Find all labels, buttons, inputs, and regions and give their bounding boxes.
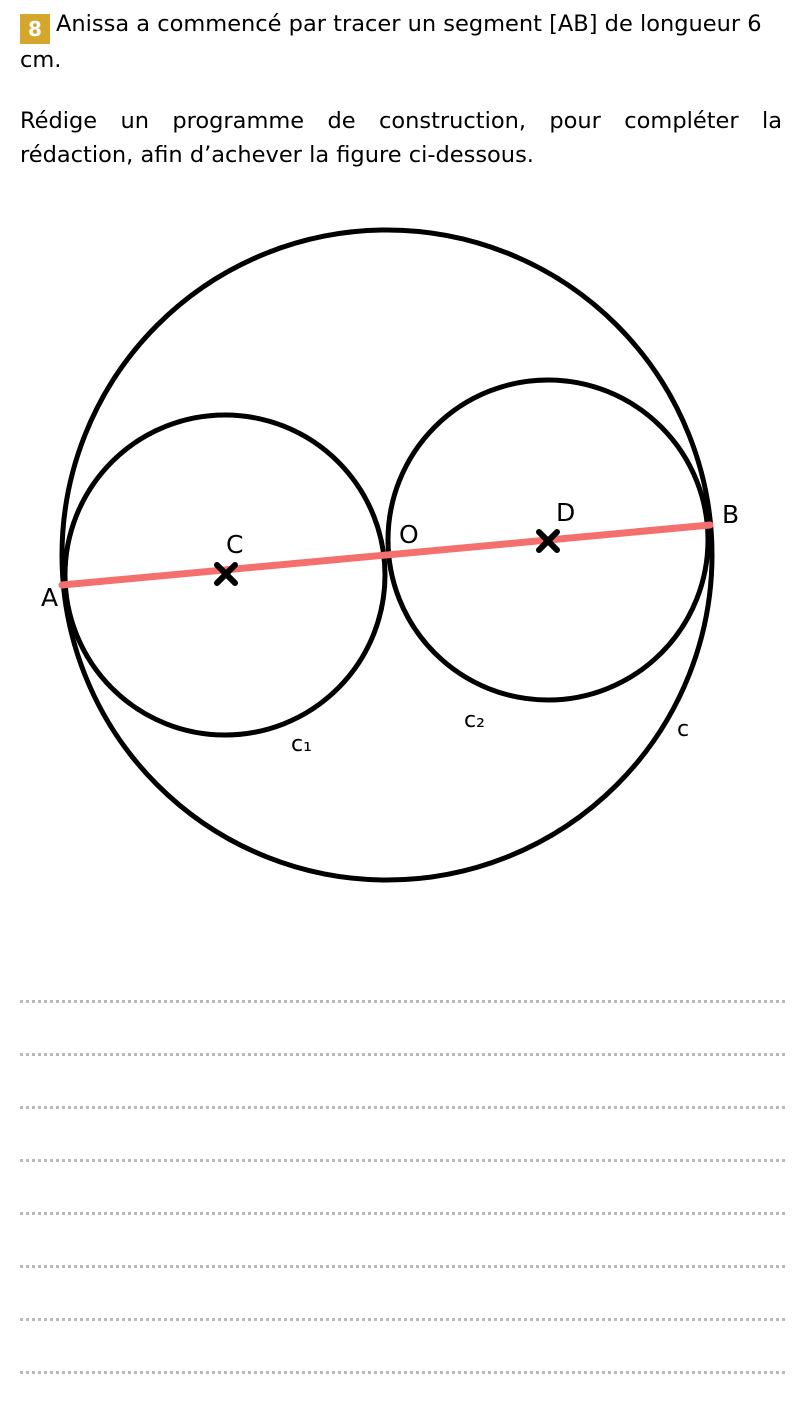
geometry-figure <box>0 215 803 905</box>
answer-line[interactable] <box>20 1215 785 1268</box>
label-b: B <box>722 500 740 529</box>
answer-line[interactable] <box>20 1056 785 1109</box>
exercise-header <box>20 8 785 77</box>
answer-lines <box>20 950 785 1374</box>
answer-line[interactable] <box>20 1003 785 1056</box>
answer-line[interactable] <box>20 950 785 1003</box>
exercise-statement: Anissa a commencé par tracer un segment [AB] de longueur 6 cm. <box>20 11 762 73</box>
label-c1: c₁ <box>291 732 312 757</box>
answer-line[interactable] <box>20 1162 785 1215</box>
exercise-instruction: Rédige un programme de construction, pour compléter la rédaction, afin d’achever la figure ci-dessous. <box>20 108 782 168</box>
label-c-point: C <box>226 530 244 559</box>
label-c2: c₂ <box>464 708 485 733</box>
label-a: A <box>41 583 59 612</box>
exercise-number-badge: 8 <box>20 14 50 44</box>
label-c-circle: c <box>677 717 690 742</box>
answer-line[interactable] <box>20 1321 785 1374</box>
label-d-point: D <box>556 498 576 527</box>
label-o: O <box>399 520 419 549</box>
answer-line[interactable] <box>20 1109 785 1162</box>
answer-line[interactable] <box>20 1268 785 1321</box>
